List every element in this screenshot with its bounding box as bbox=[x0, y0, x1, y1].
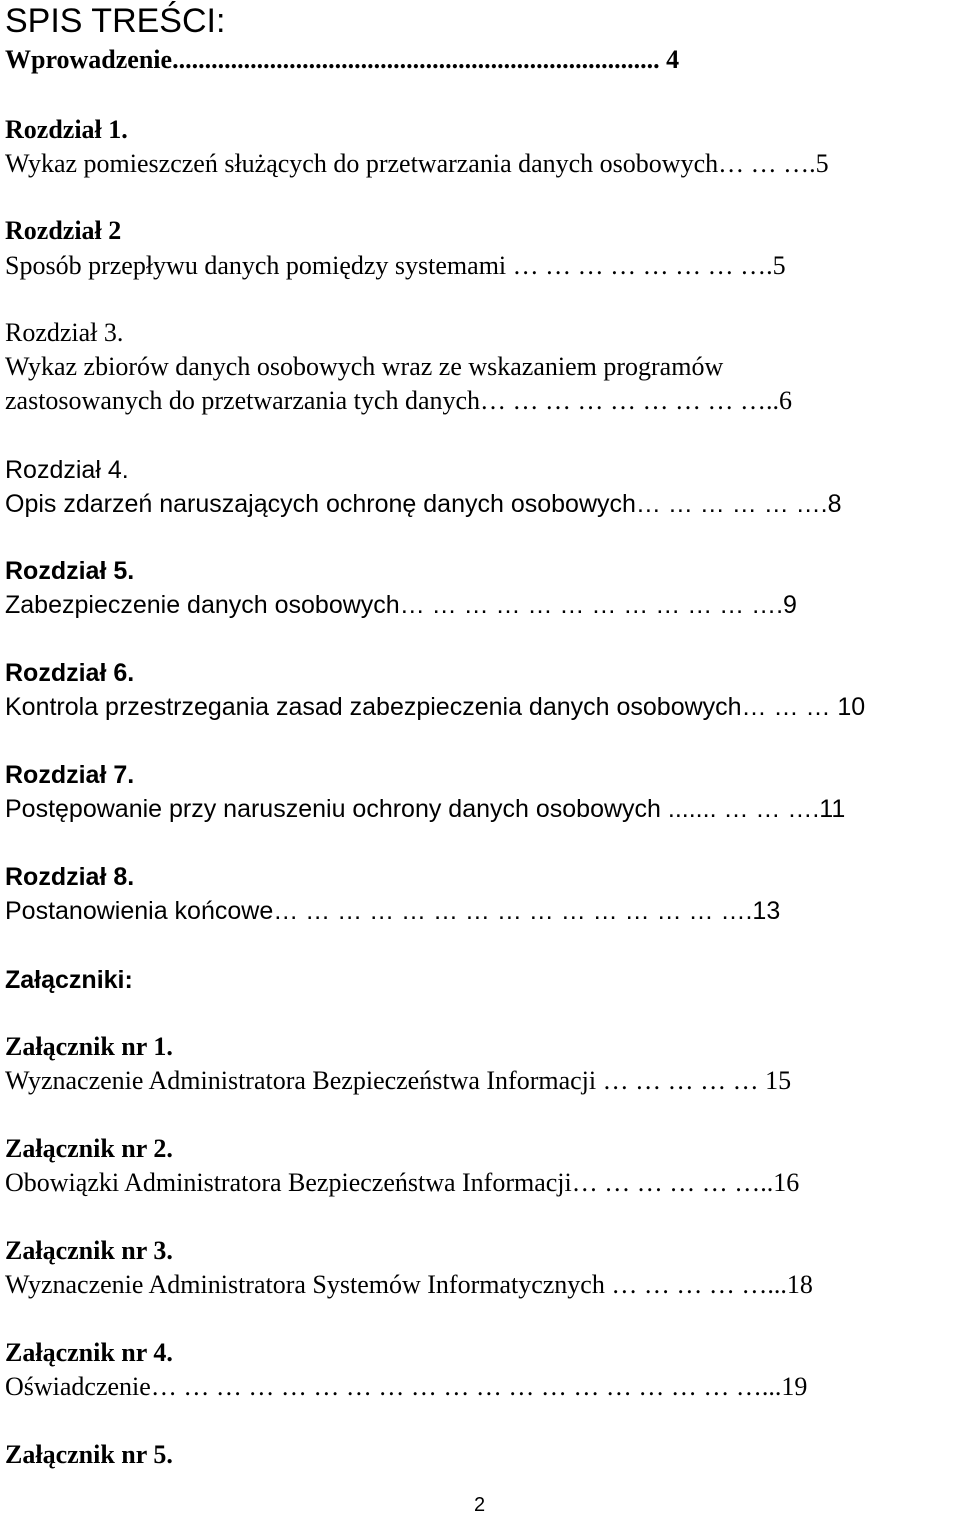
chapter-6-heading: Rozdział 6. bbox=[5, 659, 135, 687]
attachment-4-heading: Załącznik nr 4. bbox=[5, 1338, 173, 1367]
chapter-6-title: Kontrola przestrzegania zasad zabezpieczenia danych osobowych… … … 10 bbox=[5, 693, 866, 721]
attachment-1-heading: Załącznik nr 1. bbox=[5, 1032, 173, 1061]
chapter-1-heading: Rozdział 1. bbox=[5, 115, 128, 144]
chapter-8-title: Postanowienia końcowe… … … … … … … … … … … … … … ….13 bbox=[5, 897, 781, 925]
attachments-heading: Załączniki: bbox=[5, 966, 133, 994]
toc-title: SPIS TREŚCI: bbox=[5, 2, 226, 40]
attachment-1-title: Wyznaczenie Administratora Bezpieczeństwa Informacji … … … … … 15 bbox=[5, 1066, 792, 1095]
chapter-7-title: Postępowanie przy naruszeniu ochrony danych osobowych ....... … … ….11 bbox=[5, 795, 846, 823]
chapter-4-heading: Rozdział 4. bbox=[5, 456, 129, 484]
attachment-2-title: Obowiązki Administratora Bezpieczeństwa Informacji… … … … … …..16 bbox=[5, 1168, 800, 1197]
chapter-4-title: Opis zdarzeń naruszających ochronę danych osobowych… … … … … ….8 bbox=[5, 490, 842, 518]
toc-intro-entry: Wprowadzenie........................................................................... 4 bbox=[5, 45, 680, 74]
page-number: 2 bbox=[474, 1494, 486, 1516]
attachment-2-heading: Załącznik nr 2. bbox=[5, 1134, 173, 1163]
chapter-3-title-line-1: Wykaz zbiorów danych osobowych wraz ze wskazaniem programów bbox=[5, 352, 724, 381]
chapter-2-title: Sposób przepływu danych pomiędzy systemami … … … … … … … ….5 bbox=[5, 251, 786, 280]
attachment-5-heading: Załącznik nr 5. bbox=[5, 1440, 173, 1469]
chapter-5-title: Zabezpieczenie danych osobowych… … … … … … … … … … … ….9 bbox=[5, 591, 797, 619]
chapter-3-title-line-2: zastosowanych do przetwarzania tych danych… … … … … … … … …..6 bbox=[5, 386, 793, 415]
chapter-8-heading: Rozdział 8. bbox=[5, 863, 135, 891]
attachment-4-title: Oświadczenie… … … … … … … … … … … … … … … … … … …...19 bbox=[5, 1372, 808, 1401]
attachment-3-heading: Załącznik nr 3. bbox=[5, 1236, 173, 1265]
chapter-7-heading: Rozdział 7. bbox=[5, 761, 135, 789]
chapter-1-title: Wykaz pomieszczeń służących do przetwarzania danych osobowych… … ….5 bbox=[5, 149, 829, 178]
attachment-3-title: Wyznaczenie Administratora Systemów Informatycznych … … … … …...18 bbox=[5, 1270, 813, 1299]
chapter-5-heading: Rozdział 5. bbox=[5, 557, 135, 585]
chapter-3-heading: Rozdział 3. bbox=[5, 318, 124, 347]
chapter-2-heading: Rozdział 2 bbox=[5, 216, 122, 245]
